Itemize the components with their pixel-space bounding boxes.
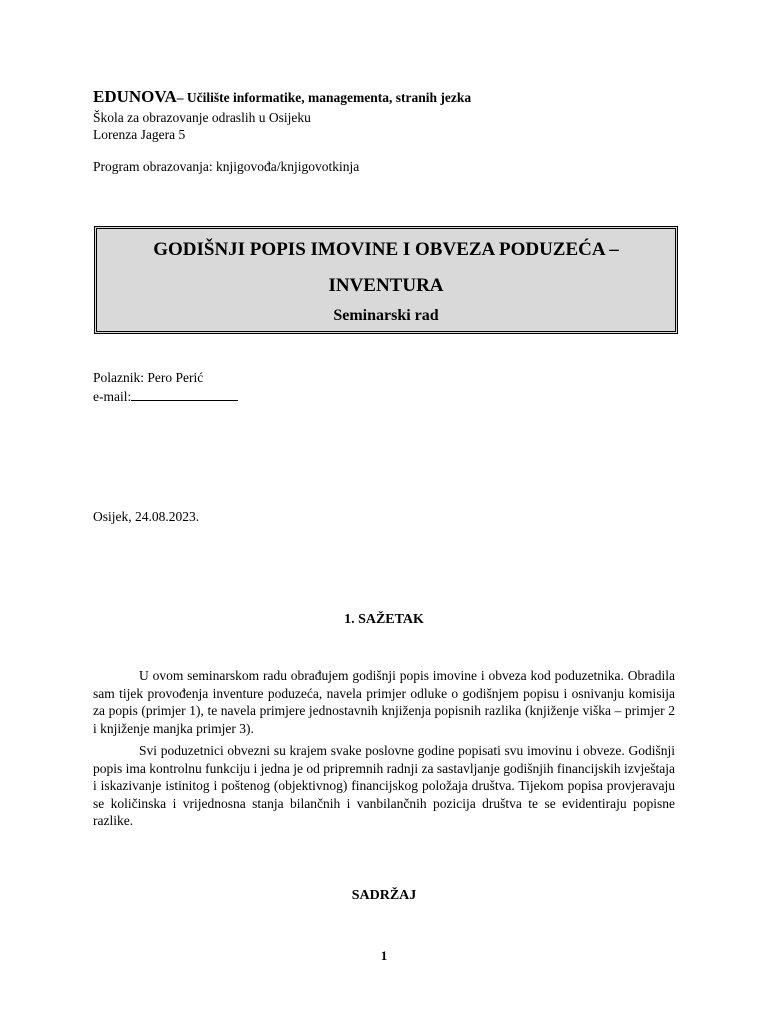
institution-subtitle: – Učilište informatike, managementa, stranih jezka [176,90,472,105]
date-line: Osijek, 24.08.2023. [93,509,200,524]
brand-name: EDUNOVA [93,87,177,106]
email-blank-line [131,386,238,401]
title-line-1: GODIŠNJI POPIS IMOVINE I OBVEZA PODUZEĆA – [153,239,619,260]
summary-paragraph-1: U ovom seminarskom radu obrađujem godišnji popis imovine i obveza kod poduzetnika. Obradila sam tijek provođenja inventure poduzeća, navela primjer odluke o godišnjem popisu i osnivanju komisija za popis (primjer 1), te navela primjere jednostavnih knjiženja popisnih razlika (knjiženje viška – primjer 2 i knjiženje manjka primjer 3). [93,668,675,736]
summary-paragraph-2: Svi poduzetnici obvezni su krajem svake poslovne godine popisati svu imovinu i obveze. Godišnji popis ima kontrolnu funkciju i jedna je od pripremnih radnji za sastavljanje godišnjih financijskih izvještaja i iskazivanje istinitog i poštenog (objektivnog) financijskog položaja društva. Tijekom popisa provjeravaju se količinska i vrijednosna stanja bilančnih i vanbilančnih pozicija društva te se evidentiraju popisne razlike. [93,743,675,828]
student-name: Polaznik: Pero Perić [93,370,204,385]
email-label: e-mail: [93,389,132,404]
contents-heading: SADRŽAJ [351,888,417,903]
title-line-2: INVENTURA [328,275,444,296]
school-address: Lorenza Jagera 5 [93,127,186,142]
institution-name [93,86,693,109]
summary-heading: 1. SAŽETAK [344,612,424,627]
student-email [93,386,238,405]
page-number: 1 [380,948,388,963]
institution-header [93,86,693,143]
program-line: Program obrazovanja: knjigovođa/knjigovotkinja [93,159,360,174]
student-info [93,369,238,405]
document-type: Seminarski rad [333,307,439,324]
school-name: Škola za obrazovanje odraslih u Osijeku [93,110,311,125]
title-box [94,226,678,334]
